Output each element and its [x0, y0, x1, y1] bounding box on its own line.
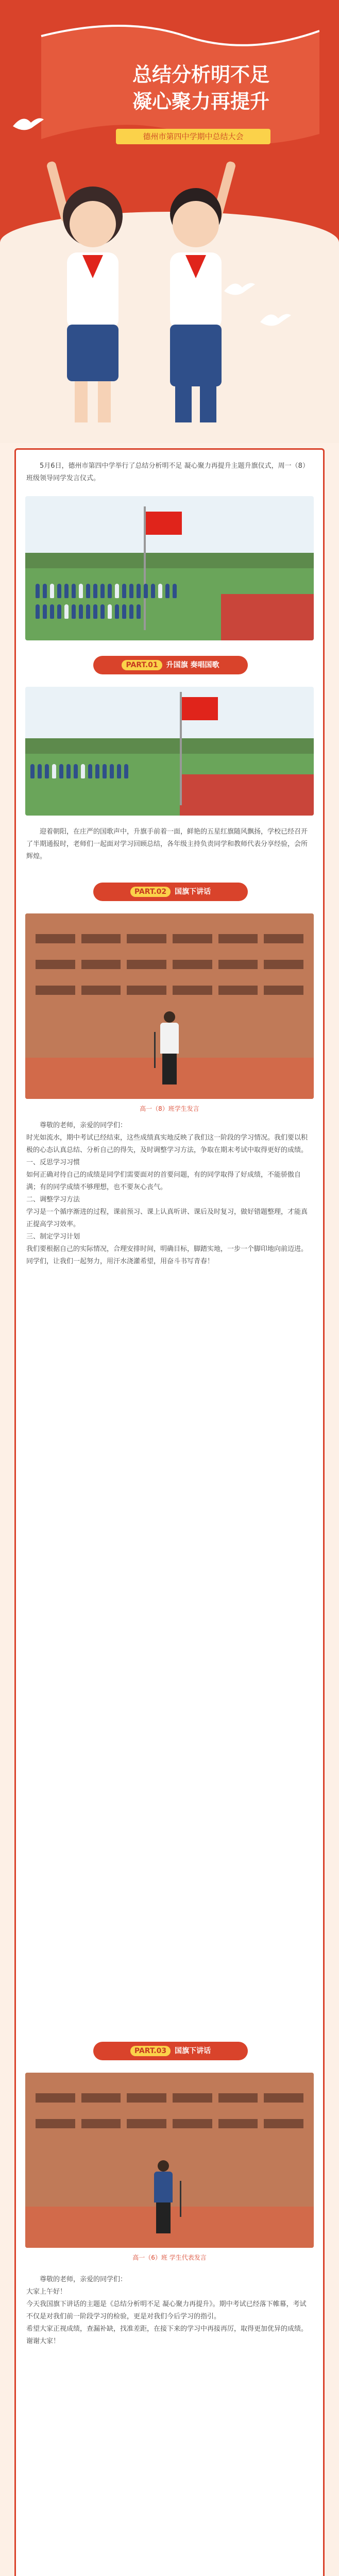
part-tag: PART.01 — [122, 660, 162, 670]
speech-1-text: 尊敬的老师，亲爱的同学们： 时光如流水，期中考试已经结束，这些成绩真实地反映了我们这一阶段的学习情况。我们要以积极的心态认真总结、分析自己的得失，及时调整学习方法，争取在期末考试中取得更好的成绩。 一、反思学习习惯 如何正确对待自己的成绩是同学们需要面对的首要问题，有的同学取得了好成绩，不能骄傲自满；有的同学成绩不够理想，也不要灰心丧气。 二、调整学习方法 学习是一个循序渐进的过程，课前预习、课上认真听讲、课后及时复习，做好错题整理，才能真正提高学习效率。 三、制定学习计划 我们要根据自己的实际情况，合理安排时间，明确目标，脚踏实地，一步一个脚印地向前迈进。 同学们，让我们一起努力，用汗水浇灌希望，用奋斗书写青春！ — [26, 1122, 308, 1265]
speech-photo-1 — [25, 913, 314, 1099]
hero-title-line2: 凝心聚力再提升 — [132, 91, 269, 113]
flag-raising-photo — [25, 496, 314, 640]
flag-ceremony-photo — [25, 687, 314, 816]
dove-icon — [258, 309, 294, 330]
section-title: 国旗下讲话 — [175, 2047, 211, 2055]
photo-caption: 高一（8）班学生发言 — [140, 1105, 199, 1112]
speech-2-text: 尊敬的老师，亲爱的同学们： 大家上午好！ 今天我国旗下讲话的主题是《总结分析明不足 凝心聚力再提升》。期中考试已经落下帷幕，考试不仅是对我们前一阶段学习的检验，更是对我们今后学习的指引。 希望大家正视成绩，查漏补缺，找准差距，在接下来的学习中再接再厉，取得更加优异的成绩。 谢谢大家！ — [26, 2276, 308, 2345]
intro-paragraph: 5月6日，德州市第四中学举行了总结分析明不足 凝心聚力再提升主题升旗仪式，周一（8）班级领导同学发言仪式。 — [26, 462, 309, 482]
section-header-part1 — [93, 656, 248, 674]
part-tag: PART.02 — [130, 887, 171, 897]
dove-icon — [10, 113, 46, 134]
hero-banner — [0, 0, 339, 443]
section-title: 升国旗 奏唱国歌 — [166, 661, 219, 669]
speech-photo-2 — [25, 2073, 314, 2248]
section-header-part2 — [93, 883, 248, 901]
hero-subtitle: 德州市第四中学期中总结大会 — [116, 129, 270, 144]
photo-caption: 高一（6）班 学生代表发言 — [132, 2254, 207, 2261]
article-card — [14, 448, 325, 2576]
section-title: 国旗下讲话 — [175, 888, 211, 896]
hero-title-line1: 总结分析明不足 — [132, 64, 269, 86]
part-tag: PART.03 — [130, 2046, 171, 2056]
flag-paragraph: 迎着朝阳，在庄严的国歌声中，升旗手前着一面，鲜艳的五星红旗随风飘扬，学校已经召开了半期通报时，老师们一起面对学习回顾总结，各年级主持负责同学和教师代表分享经验，会所辉煌。 — [26, 828, 308, 860]
section-header-part3 — [93, 2042, 248, 2060]
student-girl-illustration — [46, 160, 139, 428]
hero-title — [103, 62, 299, 115]
student-boy-illustration — [149, 160, 242, 428]
